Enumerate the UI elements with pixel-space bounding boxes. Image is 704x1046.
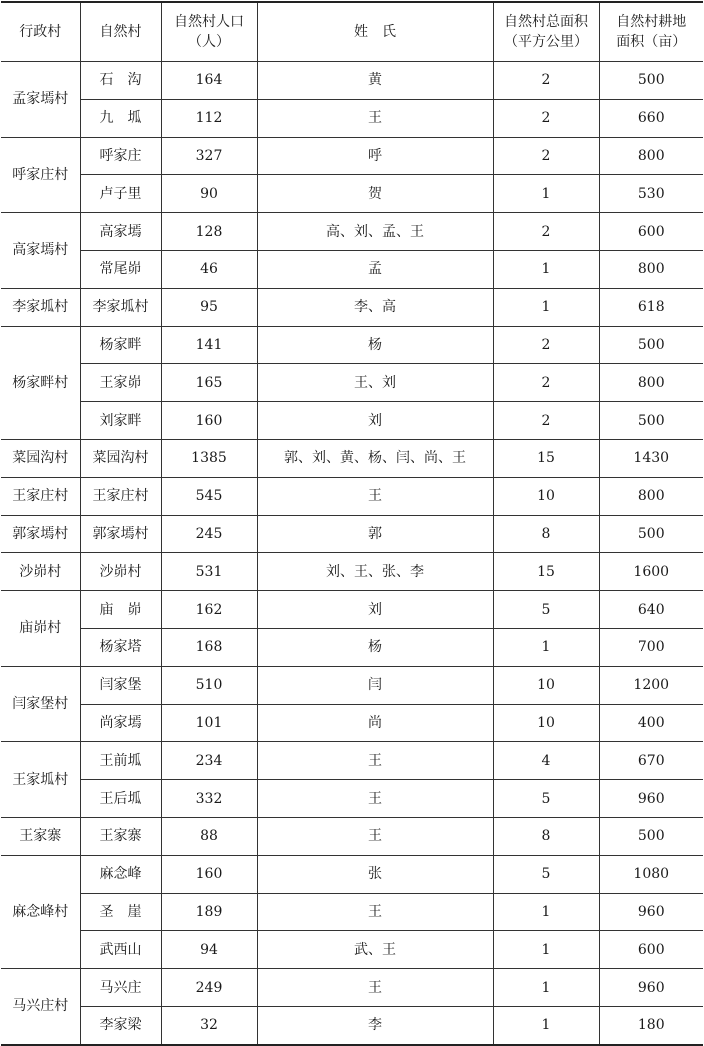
farmland-cell: 660 [599,99,703,137]
farmland-cell: 500 [599,402,703,440]
natural-village-cell: 石 沟 [80,62,161,100]
farmland-cell: 800 [599,477,703,515]
table-row [1,780,703,818]
total-area-cell: 1 [493,1006,599,1044]
natural-village-cell: 马兴庄 [80,969,161,1007]
natural-village-cell: 九 坬 [80,99,161,137]
total-area-cell: 1 [493,288,599,326]
table-row [1,137,703,175]
natural-village-cell: 王后坬 [80,780,161,818]
surnames-cell: 王 [257,742,493,780]
farmland-cell: 600 [599,213,703,251]
farmland-cell: 530 [599,175,703,213]
admin-village-cell: 麻念峰村 [1,855,80,968]
table-row [1,62,703,100]
farmland-cell: 700 [599,628,703,666]
natural-village-cell: 郭家墕村 [80,515,161,553]
total-area-cell: 8 [493,515,599,553]
admin-village-cell: 王家寨 [1,817,80,855]
natural-village-cell: 杨家塔 [80,628,161,666]
population-cell: 332 [161,780,257,818]
natural-village-cell: 王家庄村 [80,477,161,515]
population-cell: 531 [161,553,257,591]
surnames-cell: 郭、刘、黄、杨、闫、尚、王 [257,439,493,477]
farmland-cell: 500 [599,515,703,553]
surnames-cell: 王 [257,477,493,515]
surnames-cell: 黄 [257,62,493,100]
admin-village-cell: 孟家墕村 [1,62,80,138]
farmland-cell: 640 [599,591,703,629]
natural-village-cell: 圣 崖 [80,893,161,931]
surnames-cell: 郭 [257,515,493,553]
table-row [1,817,703,855]
total-area-cell: 5 [493,855,599,893]
surnames-cell: 武、王 [257,931,493,969]
total-area-cell: 5 [493,591,599,629]
population-cell: 327 [161,137,257,175]
population-cell: 160 [161,402,257,440]
table-row [1,969,703,1007]
table-row [1,515,703,553]
surnames-cell: 贺 [257,175,493,213]
farmland-cell: 800 [599,364,703,402]
farmland-cell: 800 [599,250,703,288]
natural-village-cell: 刘家畔 [80,402,161,440]
natural-village-cell: 沙峁村 [80,553,161,591]
population-cell: 160 [161,855,257,893]
population-cell: 165 [161,364,257,402]
total-area-cell: 15 [493,439,599,477]
total-area-cell: 10 [493,666,599,704]
natural-village-cell: 高家墕 [80,213,161,251]
total-area-cell: 2 [493,213,599,251]
total-area-cell: 1 [493,893,599,931]
table-row [1,439,703,477]
admin-village-cell: 沙峁村 [1,553,80,591]
surnames-cell: 尚 [257,704,493,742]
table-row [1,99,703,137]
surnames-cell: 杨 [257,628,493,666]
total-area-cell: 1 [493,628,599,666]
header-farmland-line2: 面积（亩） [616,34,687,50]
table-row [1,893,703,931]
surnames-cell: 孟 [257,250,493,288]
table-row [1,288,703,326]
header-natural-village: 自然村 [80,2,161,62]
surnames-cell: 王 [257,893,493,931]
surnames-cell: 闫 [257,666,493,704]
total-area-cell: 2 [493,137,599,175]
natural-village-cell: 武西山 [80,931,161,969]
farmland-cell: 670 [599,742,703,780]
farmland-cell: 1600 [599,553,703,591]
natural-village-cell: 常尾峁 [80,250,161,288]
population-cell: 249 [161,969,257,1007]
farmland-cell: 500 [599,326,703,364]
farmland-cell: 1200 [599,666,703,704]
farmland-cell: 960 [599,969,703,1007]
header-farmland [599,2,703,62]
population-cell: 46 [161,250,257,288]
population-cell: 95 [161,288,257,326]
surnames-cell: 李 [257,1006,493,1044]
total-area-cell: 10 [493,477,599,515]
table-row [1,855,703,893]
surnames-cell: 刘、王、张、李 [257,553,493,591]
header-farmland-line1: 自然村耕地 [616,14,687,30]
farmland-cell: 400 [599,704,703,742]
table-row [1,1006,703,1044]
population-cell: 1385 [161,439,257,477]
total-area-cell: 2 [493,364,599,402]
population-cell: 168 [161,628,257,666]
population-cell: 234 [161,742,257,780]
total-area-cell: 5 [493,780,599,818]
population-cell: 162 [161,591,257,629]
surnames-cell: 刘 [257,591,493,629]
total-area-cell: 1 [493,969,599,1007]
admin-village-cell: 呼家庄村 [1,137,80,213]
surnames-cell: 王、刘 [257,364,493,402]
surnames-cell: 李、高 [257,288,493,326]
header-row [1,2,703,62]
header-population-line1: 自然村人口 [174,14,244,30]
header-total-area [493,2,599,62]
population-cell: 164 [161,62,257,100]
table-row [1,175,703,213]
population-cell: 141 [161,326,257,364]
header-total-area-line1: 自然村总面积 [504,14,588,30]
natural-village-cell: 庙 峁 [80,591,161,629]
population-cell: 245 [161,515,257,553]
total-area-cell: 10 [493,704,599,742]
farmland-cell: 600 [599,931,703,969]
header-admin-village: 行政村 [1,2,80,62]
header-surnames: 姓 氏 [257,2,493,62]
total-area-cell: 2 [493,402,599,440]
table-row [1,326,703,364]
table-row [1,250,703,288]
population-cell: 94 [161,931,257,969]
surnames-cell: 高、刘、孟、王 [257,213,493,251]
total-area-cell: 1 [493,931,599,969]
natural-village-cell: 王家寨 [80,817,161,855]
admin-village-cell: 李家坬村 [1,288,80,326]
table-row [1,477,703,515]
farmland-cell: 1430 [599,439,703,477]
surnames-cell: 王 [257,780,493,818]
table-body [1,62,703,1045]
total-area-cell: 8 [493,817,599,855]
natural-village-cell: 李家梁 [80,1006,161,1044]
surnames-cell: 呼 [257,137,493,175]
total-area-cell: 1 [493,175,599,213]
admin-village-cell: 王家坬村 [1,742,80,818]
table-row [1,591,703,629]
table-row [1,553,703,591]
admin-village-cell: 菜园沟村 [1,439,80,477]
total-area-cell: 2 [493,62,599,100]
table-header [1,2,703,62]
total-area-cell: 15 [493,553,599,591]
table-row [1,364,703,402]
farmland-cell: 960 [599,893,703,931]
surnames-cell: 王 [257,969,493,1007]
population-cell: 510 [161,666,257,704]
table-row [1,213,703,251]
natural-village-cell: 呼家庄 [80,137,161,175]
header-population [161,2,257,62]
admin-village-cell: 马兴庄村 [1,969,80,1045]
population-cell: 32 [161,1006,257,1044]
total-area-cell: 4 [493,742,599,780]
population-cell: 101 [161,704,257,742]
total-area-cell: 2 [493,326,599,364]
population-cell: 88 [161,817,257,855]
natural-village-cell: 李家坬村 [80,288,161,326]
admin-village-cell: 杨家畔村 [1,326,80,439]
natural-village-cell: 杨家畔 [80,326,161,364]
table-row [1,666,703,704]
table-row [1,742,703,780]
admin-village-cell: 王家庄村 [1,477,80,515]
surnames-cell: 张 [257,855,493,893]
natural-village-cell: 卢子里 [80,175,161,213]
population-cell: 545 [161,477,257,515]
natural-village-cell: 菜园沟村 [80,439,161,477]
natural-village-cell: 王家峁 [80,364,161,402]
surnames-cell: 王 [257,99,493,137]
natural-village-cell: 麻念峰 [80,855,161,893]
farmland-cell: 1080 [599,855,703,893]
population-cell: 128 [161,213,257,251]
natural-village-cell: 闫家堡 [80,666,161,704]
surnames-cell: 杨 [257,326,493,364]
farmland-cell: 618 [599,288,703,326]
surnames-cell: 刘 [257,402,493,440]
farmland-cell: 500 [599,817,703,855]
table-row [1,628,703,666]
header-total-area-line2: （平方公里） [504,34,588,50]
surnames-cell: 王 [257,817,493,855]
village-table [1,1,703,1046]
population-cell: 90 [161,175,257,213]
natural-village-cell: 尚家墕 [80,704,161,742]
farmland-cell: 500 [599,62,703,100]
natural-village-cell: 王前坬 [80,742,161,780]
admin-village-cell: 高家墕村 [1,213,80,289]
total-area-cell: 2 [493,99,599,137]
table-row [1,704,703,742]
table-row [1,402,703,440]
farmland-cell: 960 [599,780,703,818]
admin-village-cell: 郭家墕村 [1,515,80,553]
table-row [1,931,703,969]
population-cell: 189 [161,893,257,931]
admin-village-cell: 闫家堡村 [1,666,80,742]
population-cell: 112 [161,99,257,137]
total-area-cell: 1 [493,250,599,288]
farmland-cell: 800 [599,137,703,175]
farmland-cell: 180 [599,1006,703,1044]
admin-village-cell: 庙峁村 [1,591,80,667]
header-population-line2: （人） [188,34,230,50]
